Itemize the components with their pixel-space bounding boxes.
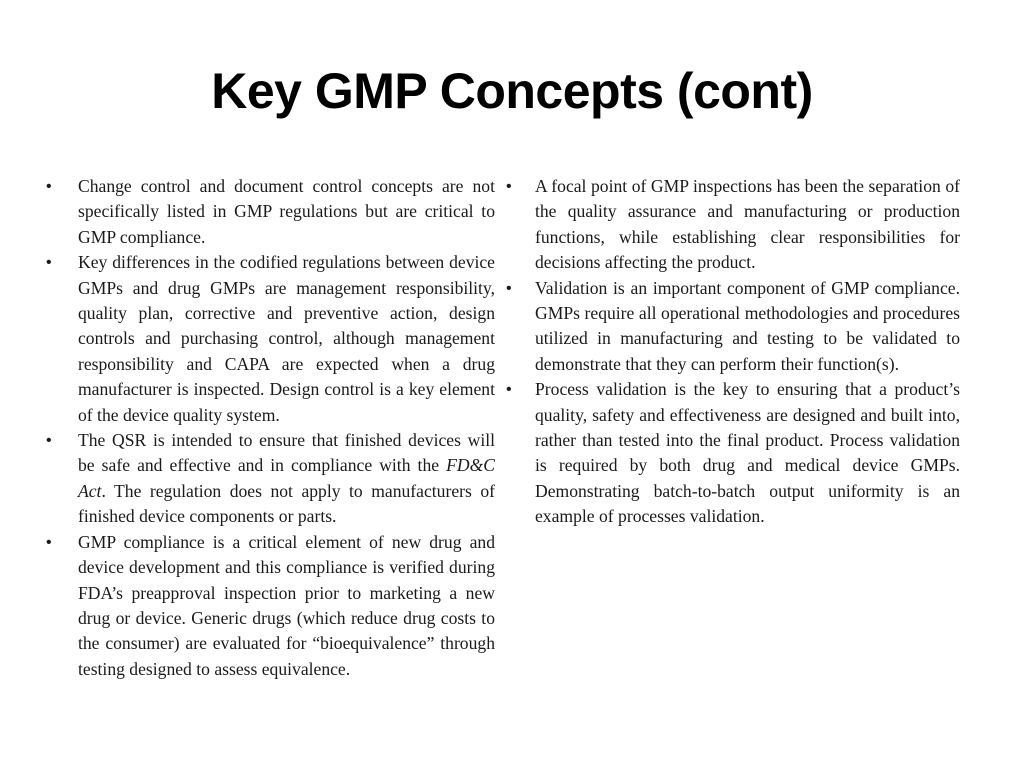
- bullet-text-after: . The regulation does not apply to manufacturers of finished device components or parts.: [78, 480, 495, 527]
- bullet-icon: •: [46, 533, 52, 551]
- bullet-text-before: The QSR is intended to ensure that finished devices will be safe and effective and in compliance with the: [78, 430, 495, 476]
- bullet-icon: •: [46, 178, 52, 195]
- bullet-text: Key differences in the codified regulations between device GMPs and drug GMPs are management responsibility, quality plan, corrective and preventive action, design controls and purchasing control, although management responsibility and CAPA are expected when a drug manufacturer is inspected. Design control is a key element of the device quality system.: [78, 252, 495, 425]
- list-item: [500, 276, 960, 378]
- bullet-text: A focal point of GMP inspections has been the separation of the quality assurance and manufacturing or production functions, while establishing clear responsibilities for decisions affecting the product.: [535, 176, 960, 273]
- bullet-text: Process validation is the key to ensuring that a product’s quality, safety and effectiveness are designed and built into, rather than tested into the final product. Process validation is required by both drug and medical device GMPs. Demonstrating batch-to-batch output uniformity is an example of processes validation.: [535, 379, 960, 527]
- slide-title: Key GMP Concepts (cont): [211, 63, 813, 119]
- bullet-icon: •: [506, 381, 512, 399]
- bullet-text: Change control and document control concepts are not specifically listed in GMP regulations but are critical to GMP compliance.: [78, 176, 495, 247]
- list-item: [500, 174, 960, 276]
- bullet-icon: •: [506, 279, 512, 297]
- right-bullet-list: [500, 174, 960, 530]
- act-name: FD&C Act: [78, 455, 495, 501]
- list-item: [40, 530, 495, 682]
- list-item: [40, 250, 495, 428]
- list-item: [40, 174, 495, 250]
- bullet-icon: •: [46, 432, 52, 450]
- list-item: [40, 428, 495, 530]
- left-bullet-list: [40, 174, 495, 682]
- bullet-text: Validation is an important component of GMP compliance. GMPs require all operational methodologies and procedures utilized in manufacturing and testing to be validated to demonstrate that they can perform their function(s).: [535, 277, 960, 374]
- left-column: [40, 174, 495, 682]
- list-item: [500, 377, 960, 529]
- bullet-icon: •: [46, 254, 52, 272]
- right-column: [500, 174, 960, 530]
- bullet-text: GMP compliance is a critical element of new drug and device development and this compliance is verified during FDA’s preapproval inspection prior to marketing a new drug or device. Generic drugs (which reduce drug costs to the consumer) are evaluated for “bioequivalence” through testing designed to assess equivalence.: [78, 531, 495, 679]
- bullet-icon: •: [506, 178, 512, 195]
